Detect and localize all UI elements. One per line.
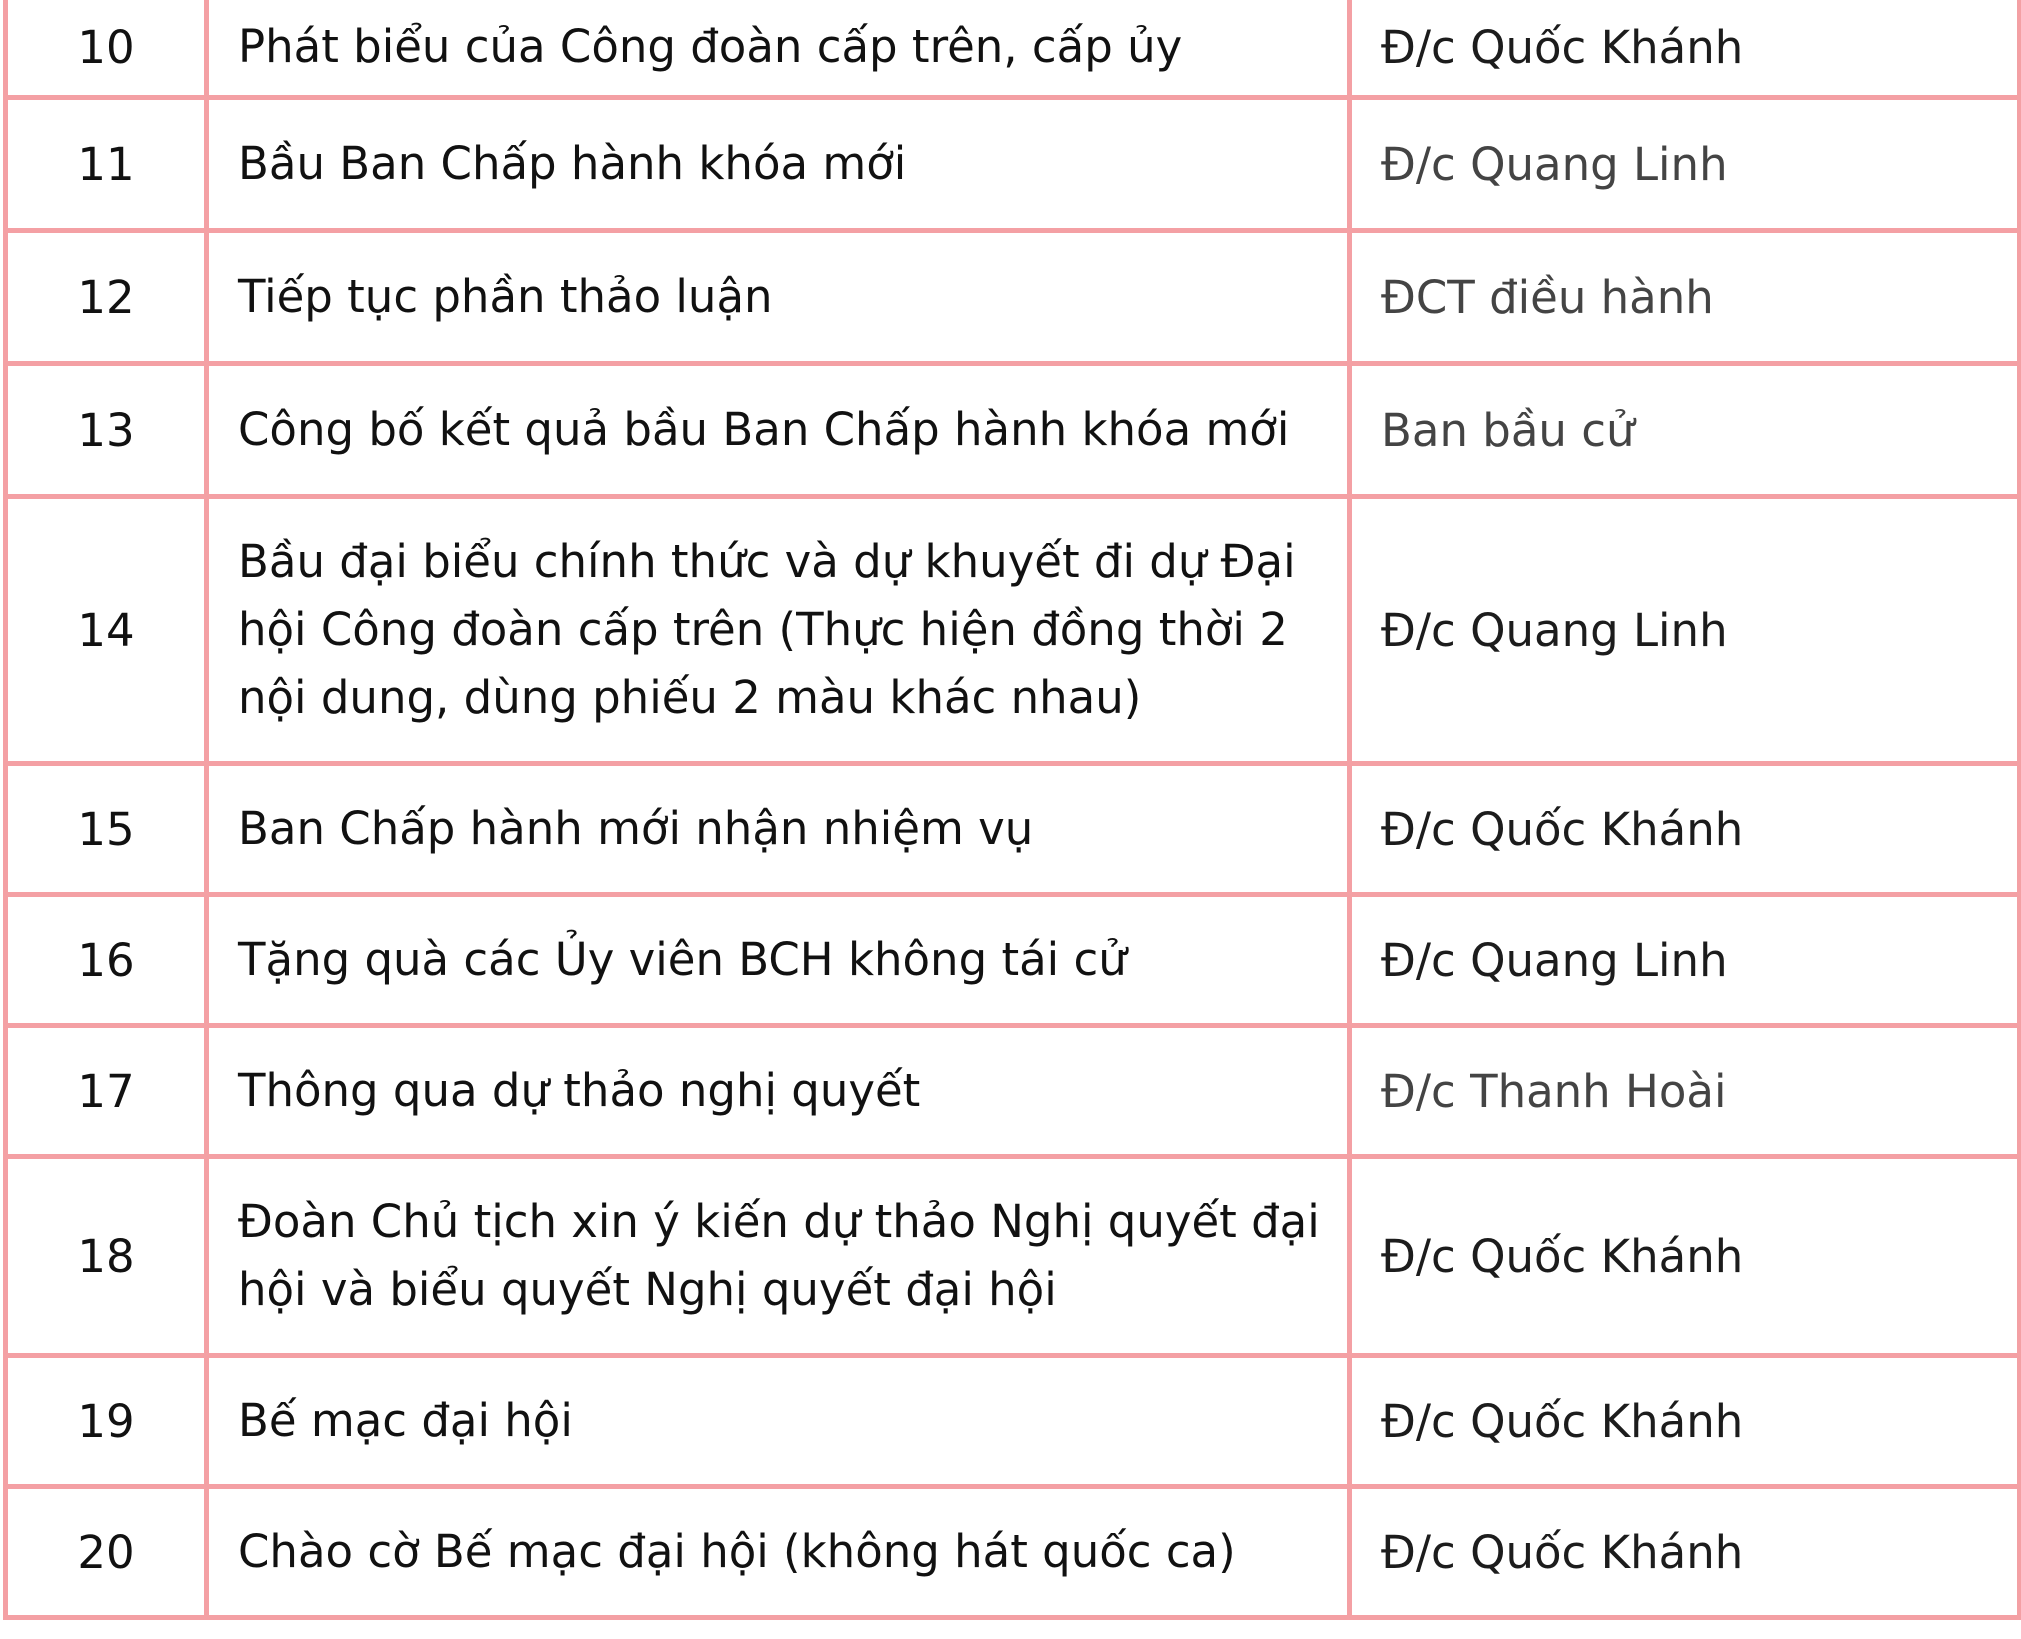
row-number: 16 <box>6 895 207 1026</box>
row-number: 12 <box>6 231 207 364</box>
responsible-person: Đ/c Quốc Khánh <box>1350 1487 2020 1618</box>
row-number: 19 <box>6 1356 207 1487</box>
agenda-item: Bầu Ban Chấp hành khóa mới <box>207 98 1350 231</box>
agenda-item: Bầu đại biểu chính thức và dự khuyết đi dự Đại hội Công đoàn cấp trên (Thực hiện đồng thời 2 nội dung, dùng phiếu 2 màu khác nhau) <box>207 497 1350 764</box>
table-row <box>6 895 2020 1026</box>
agenda-item: Thông qua dự thảo nghị quyết <box>207 1026 1350 1157</box>
responsible-person: Đ/c Quốc Khánh <box>1350 1157 2020 1356</box>
agenda-item: Tặng quà các Ủy viên BCH không tái cử <box>207 895 1350 1026</box>
table-row <box>6 497 2020 764</box>
table-row <box>6 98 2020 231</box>
table-row <box>6 0 2020 98</box>
responsible-person: Đ/c Quốc Khánh <box>1350 1356 2020 1487</box>
table-row <box>6 1157 2020 1356</box>
responsible-person: Đ/c Quốc Khánh <box>1350 764 2020 895</box>
table-row <box>6 231 2020 364</box>
agenda-item: Ban Chấp hành mới nhận nhiệm vụ <box>207 764 1350 895</box>
table-row <box>6 764 2020 895</box>
row-number: 13 <box>6 364 207 497</box>
table-row <box>6 1487 2020 1618</box>
responsible-person: Đ/c Quang Linh <box>1350 895 2020 1026</box>
table-row <box>6 1026 2020 1157</box>
responsible-person: Đ/c Quang Linh <box>1350 497 2020 764</box>
responsible-person: Đ/c Quang Linh <box>1350 98 2020 231</box>
row-number: 17 <box>6 1026 207 1157</box>
responsible-person: Đ/c Thanh Hoài <box>1350 1026 2020 1157</box>
row-number: 15 <box>6 764 207 895</box>
row-number: 20 <box>6 1487 207 1618</box>
row-number: 11 <box>6 98 207 231</box>
agenda-table <box>3 0 2021 1620</box>
agenda-item: Tiếp tục phần thảo luận <box>207 231 1350 364</box>
agenda-item: Bế mạc đại hội <box>207 1356 1350 1487</box>
table-row <box>6 1356 2020 1487</box>
agenda-item: Đoàn Chủ tịch xin ý kiến dự thảo Nghị quyết đại hội và biểu quyết Nghị quyết đại hội <box>207 1157 1350 1356</box>
responsible-person: Đ/c Quốc Khánh <box>1350 0 2020 98</box>
row-number: 14 <box>6 497 207 764</box>
agenda-item: Phát biểu của Công đoàn cấp trên, cấp ủy <box>207 0 1350 98</box>
row-number: 10 <box>6 0 207 98</box>
responsible-person: Ban bầu cử <box>1350 364 2020 497</box>
agenda-item: Công bố kết quả bầu Ban Chấp hành khóa mới <box>207 364 1350 497</box>
responsible-person: ĐCT điều hành <box>1350 231 2020 364</box>
row-number: 18 <box>6 1157 207 1356</box>
table-row <box>6 364 2020 497</box>
agenda-item: Chào cờ Bế mạc đại hội (không hát quốc ca) <box>207 1487 1350 1618</box>
